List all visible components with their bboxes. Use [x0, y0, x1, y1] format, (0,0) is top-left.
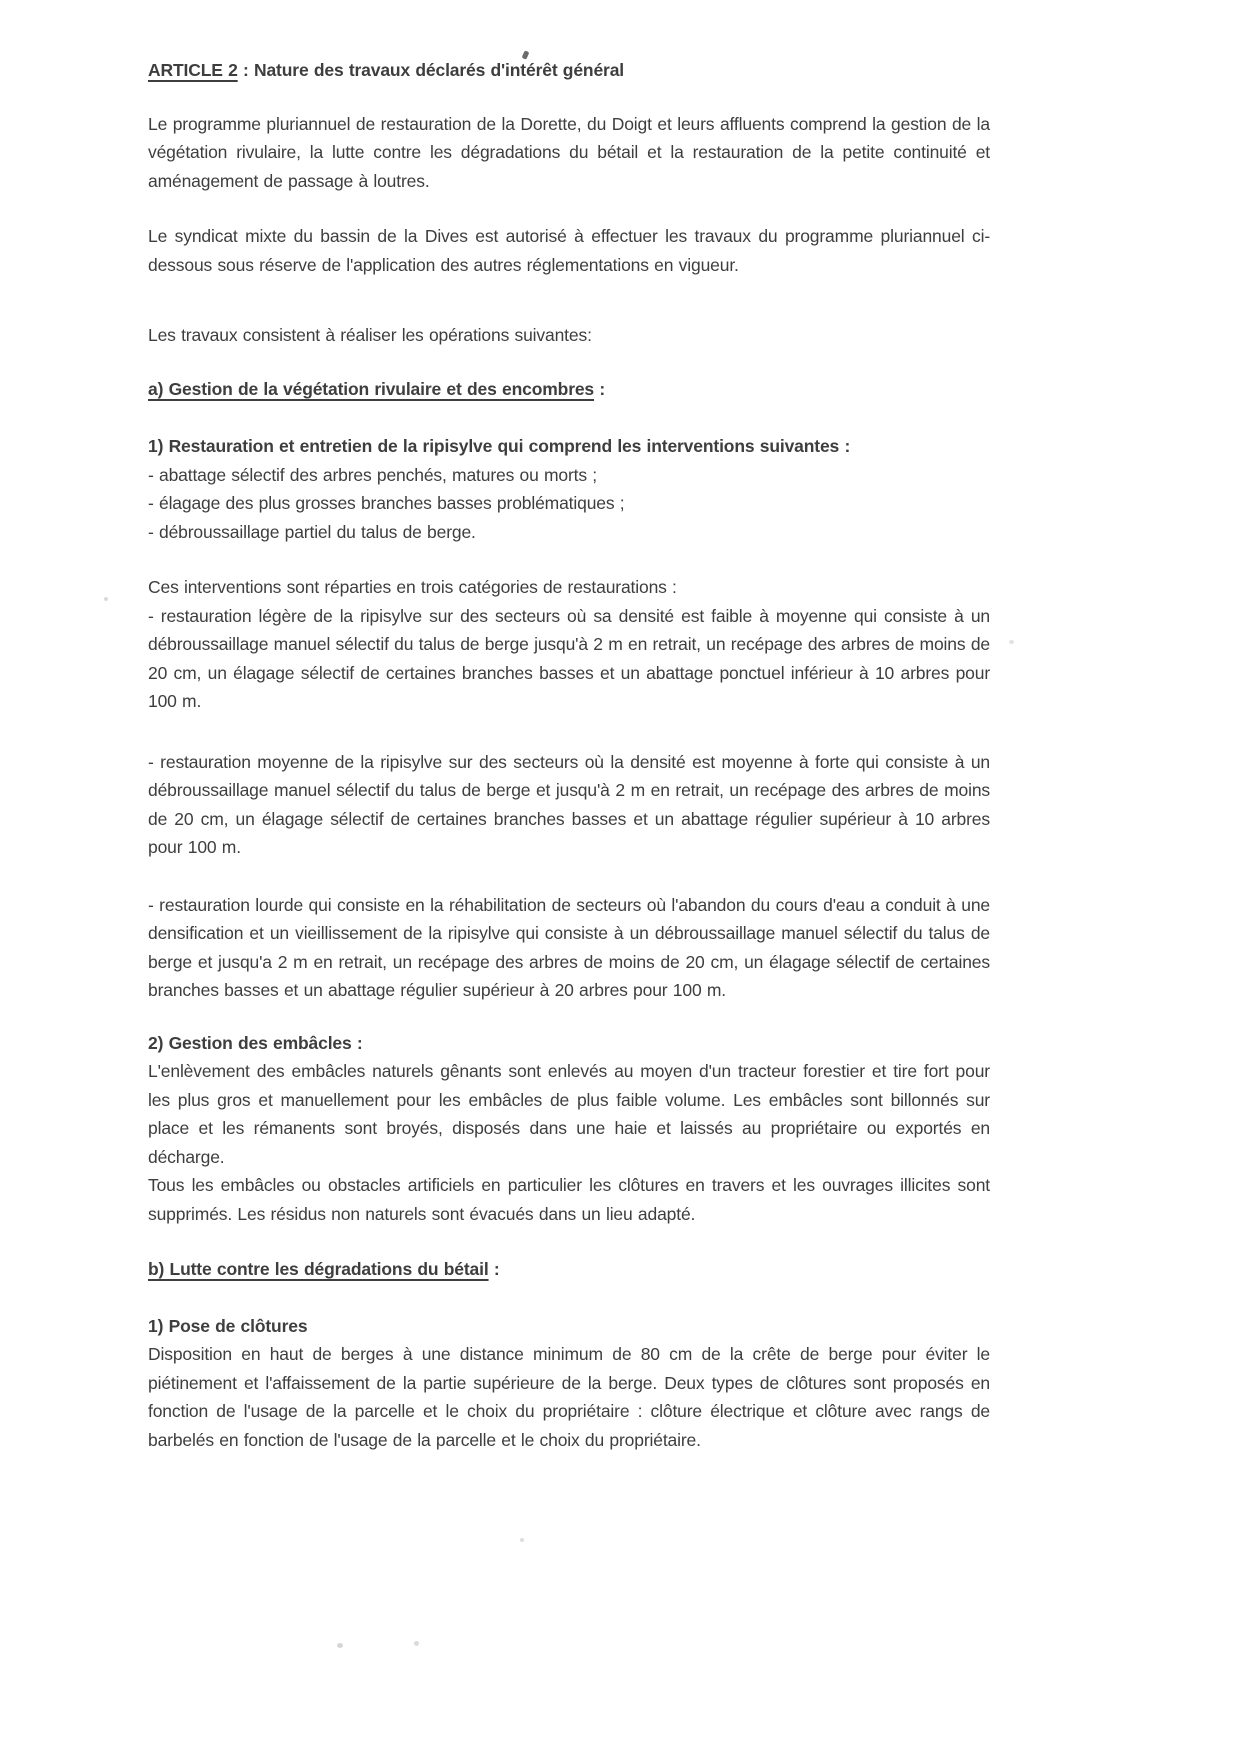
section-b-heading: [148, 1255, 990, 1284]
section-a-heading-text: a) Gestion de la végétation rivulaire et des encombres: [148, 378, 595, 399]
fences-heading: 1) Pose de clôtures: [148, 1315, 308, 1336]
section-b-sub1-block: [148, 1312, 990, 1455]
sub1-heading: 1) Restauration et entretien de la ripisylve qui comprend les interventions suivantes :: [148, 436, 851, 456]
article-title-number: ARTICLE 2: [148, 60, 238, 80]
intro-paragraph-syndicat: Le syndicat mixte du bassin de la Dives est autorisé à effectuer les travaux du programme pluriannuel ci-dessous sous réserve de l'application des autres réglementations en vigueur.: [148, 226, 990, 275]
section-a-heading: [148, 375, 990, 404]
category-light-paragraph: - restauration légère de la ripisylve sur des secteurs où sa densité est faible à moyenne qui consiste à un débroussaillage manuel sélectif du talus de berge jusqu'à 2 m en retrait, un recépage des arbres de moins de 20 cm, un élagage sélectif de certaines branches basses et un abattage ponctuel inférieur à 10 arbres pour 100 m.: [148, 605, 990, 711]
section-b-heading-colon: :: [488, 1259, 500, 1279]
category-heavy-paragraph: - restauration lourde qui consiste en la réhabilitation de secteurs où l'abandon du cours d'eau a conduit à une densification et un vieillissement de la ripisylve qui consiste à un débroussaillage manuel sélectif du talus de berge et jusqu'a 2 m en retrait, un recépage des arbres de moins de 20 cm, un élagage sélectif de certaines branches basses et un abattage régulier supérieur à 20 arbres pour 100 m.: [148, 894, 990, 1000]
section-a-sub1-block: [148, 432, 990, 546]
sub1-item-elagage: - élagage des plus grosses branches basses problématiques ;: [148, 493, 625, 513]
sub2-paragraph-obstacles: Tous les embâcles ou obstacles artificiels en particulier les clôtures en travers et les ouvrages illicites sont supprimés. Les résidus non naturels sont évacués dans un lieu adapté.: [148, 1175, 990, 1224]
sub2-paragraph-embacles: L'enlèvement des embâcles naturels gênants sont enlevés au moyen d'un tracteur forestier et tire fort pour les plus gros et manuellement pour les embâcles de plus faible volume. Les embâcles sont billonnés sur place et les rémanents sont broyés, disposés dans une haie et laissés au propriétaire ou exportés en décharge.: [148, 1061, 990, 1167]
sub1-item-debroussaillage: - débroussaillage partiel du talus de berge.: [148, 521, 476, 542]
scan-speck: [414, 1641, 419, 1646]
scan-speck: [520, 1538, 524, 1542]
scan-speck: [104, 597, 108, 601]
section-a-sub2-block: [148, 1029, 990, 1229]
sub2-heading: 2) Gestion des embâcles :: [148, 1032, 363, 1053]
scan-speck: [337, 1643, 343, 1648]
document-content: [148, 56, 990, 1454]
scan-speck: [1009, 640, 1014, 644]
intro-paragraph-program: Le programme pluriannuel de restauration de la Dorette, du Doigt et leurs affluents comprend la gestion de la végétation rivulaire, la lutte contre les dégradations du bétail et la restauration de la petite continuité et aménagement de passage à loutres.: [148, 113, 990, 191]
article-title-text: : Nature des travaux déclarés d'intérêt général: [237, 60, 625, 80]
intro-paragraph-operations: Les travaux consistent à réaliser les opérations suivantes:: [148, 325, 592, 345]
fences-paragraph: Disposition en haut de berges à une distance minimum de 80 cm de la crête de berge pour éviter le piétinement et l'affaissement de la partie supérieure de la berge. Deux types de clôtures sont proposés en fonction de l'usage de la parcelle et le choix du propriétaire : clôture électrique et clôture avec rangs de barbelés en fonction de l'usage de la parcelle et le choix du propriétaire.: [148, 1344, 990, 1450]
section-b-heading-text: b) Lutte contre les dégradations du bétail: [148, 1259, 489, 1279]
sub1-item-abattage: - abattage sélectif des arbres penchés, matures ou morts ;: [148, 464, 598, 485]
article-title: [148, 56, 990, 85]
categories-intro: Ces interventions sont réparties en trois catégories de restaurations :: [148, 577, 677, 597]
category-medium-paragraph: - restauration moyenne de la ripisylve sur des secteurs où la densité est moyenne à forte qui consiste à un débroussaillage manuel sélectif du talus de berge et jusqu'à 2 m en retrait, un recépage des arbres de moins de 20 cm, un élagage sélectif de certaines branches basses et un abattage régulier supérieur à 10 arbres pour 100 m.: [148, 751, 990, 857]
restoration-categories-block: [148, 573, 990, 716]
section-a-heading-colon: :: [594, 378, 606, 399]
